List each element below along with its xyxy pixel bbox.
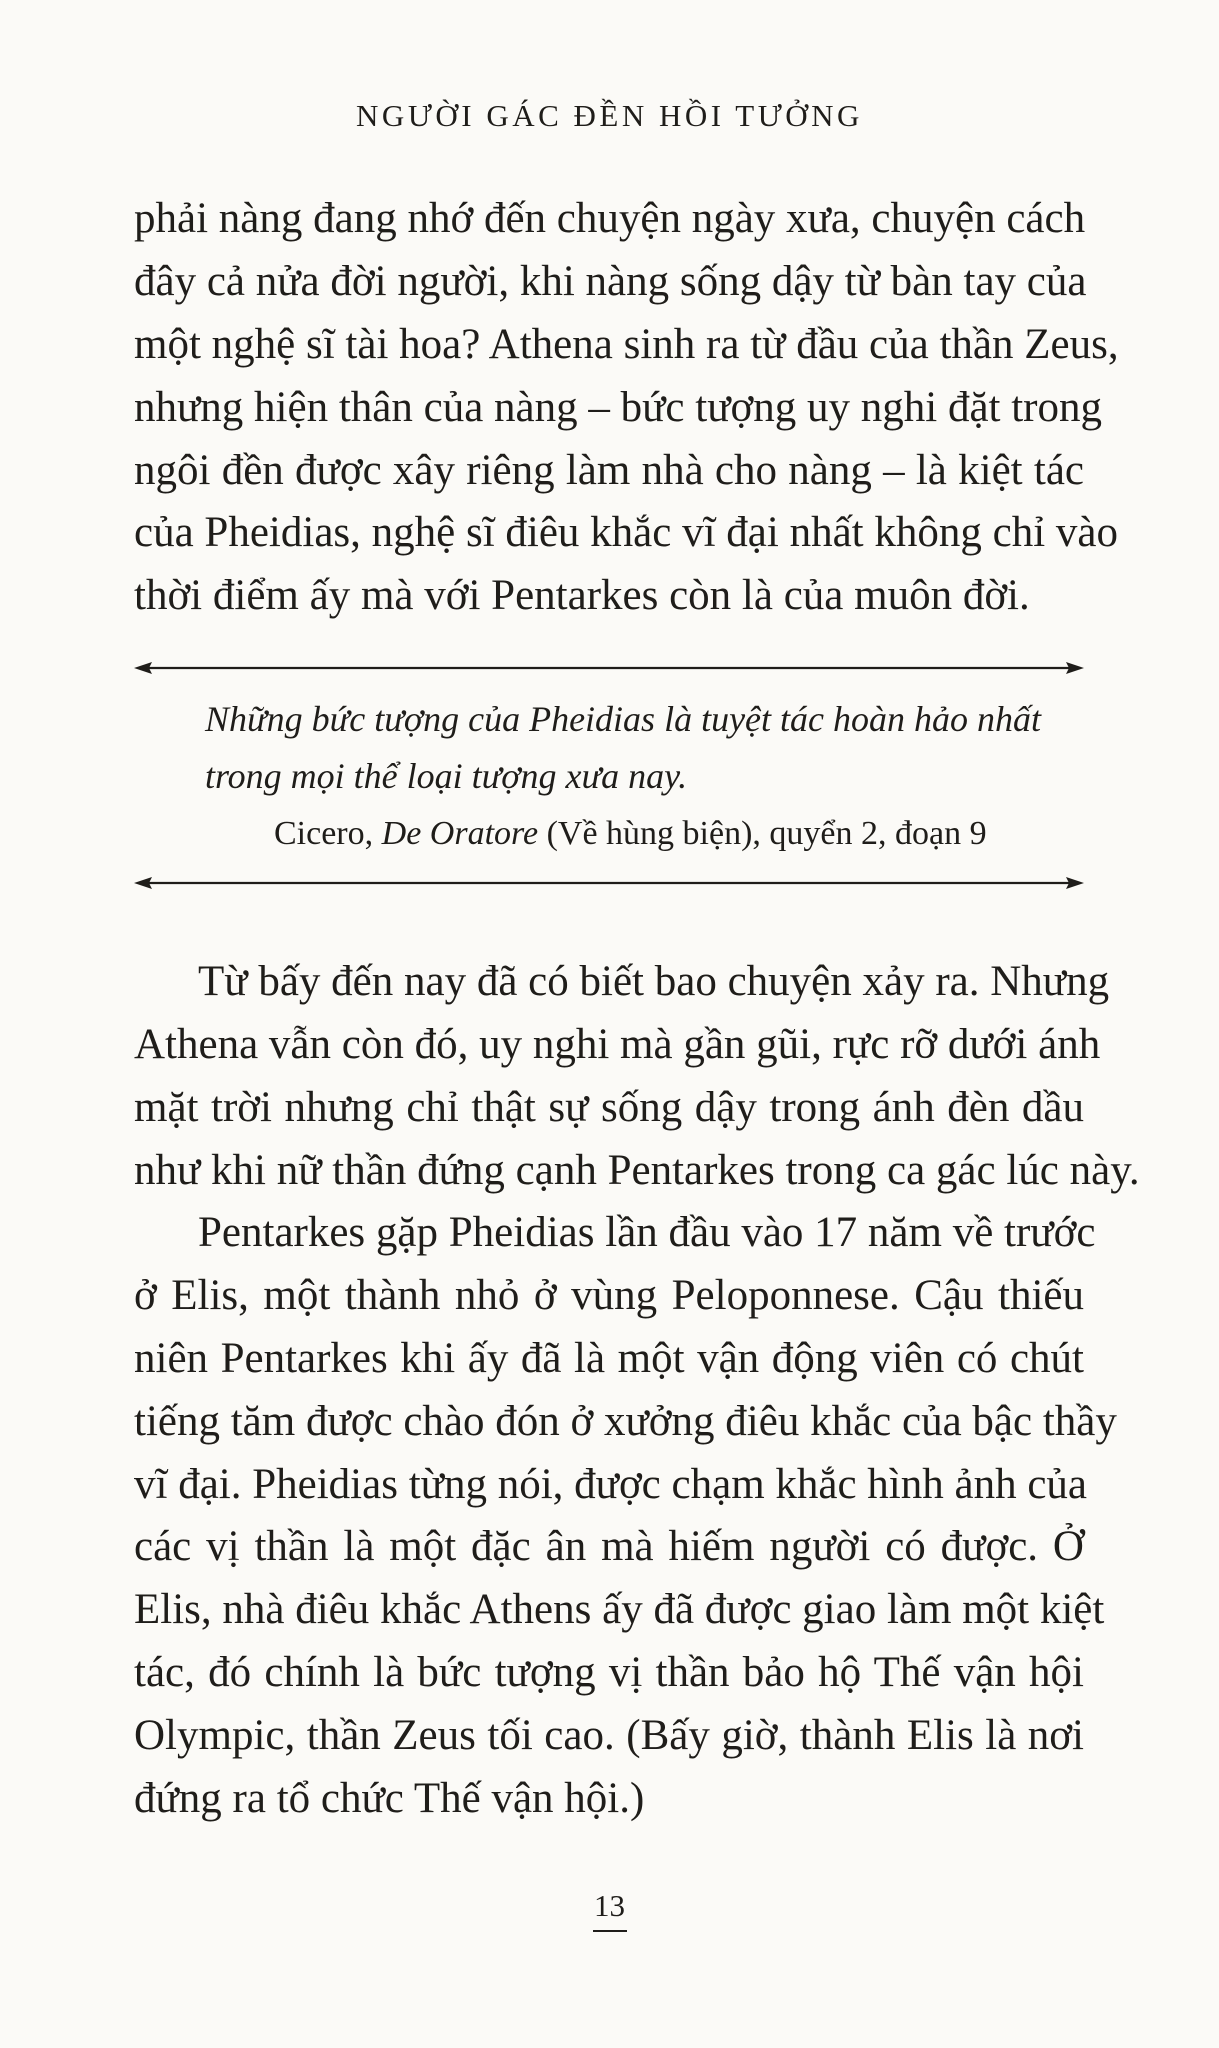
text-line: Athena vẫn còn đó, uy nghi mà gần gũi, rực rỡ dưới ánh bbox=[134, 1021, 1101, 1068]
text-line: các vị thần là một đặc ân mà hiếm người có được. Ở bbox=[134, 1523, 1084, 1570]
citation-work: De Oratore bbox=[381, 815, 539, 852]
epigraph-quote-line: trong mọi thể loại tượng xưa nay. bbox=[205, 756, 688, 796]
citation-author: Cicero, bbox=[274, 815, 382, 852]
text-line: Olympic, thần Zeus tối cao. (Bấy giờ, thành Elis là nơi bbox=[134, 1712, 1084, 1759]
text-line: Elis, nhà điêu khắc Athens ấy đã được giao làm một kiệt bbox=[134, 1586, 1105, 1633]
text-line: của Pheidias, nghệ sĩ điêu khắc vĩ đại nhất không chỉ vào bbox=[134, 509, 1118, 556]
text-line: nhưng hiện thân của nàng – bức tượng uy nghi đặt trong bbox=[134, 384, 1103, 431]
text-line: đây cả nửa đời người, khi nàng sống dậy từ bàn tay của bbox=[134, 258, 1087, 305]
text-line: phải nàng đang nhớ đến chuyện ngày xưa, chuyện cách bbox=[134, 195, 1086, 242]
text-line: một nghệ sĩ tài hoa? Athena sinh ra từ đầu của thần Zeus, bbox=[134, 321, 1119, 368]
text-line: niên Pentarkes khi ấy đã là một vận động viên có chút bbox=[134, 1335, 1084, 1382]
text-line: vĩ đại. Pheidias từng nói, được chạm khắc hình ảnh của bbox=[134, 1461, 1088, 1508]
text-line: ở Elis, một thành nhỏ ở vùng Peloponnese. Cậu thiếu bbox=[134, 1272, 1084, 1319]
page-number: 13 bbox=[594, 1888, 625, 1923]
text-line: như khi nữ thần đứng cạnh Pentarkes trong ca gác lúc này. bbox=[134, 1147, 1140, 1194]
text-line: tác, đó chính là bức tượng vị thần bảo hộ Thế vận hội bbox=[134, 1649, 1084, 1696]
text-line: đứng ra tổ chức Thế vận hội.) bbox=[134, 1775, 645, 1822]
running-header: NGƯỜI GÁC ĐỀN HỒI TƯỞNG bbox=[356, 98, 863, 133]
epigraph-top-rule bbox=[134, 660, 1084, 676]
epigraph-bottom-rule bbox=[134, 875, 1084, 891]
text-line: mặt trời nhưng chỉ thật sự sống dậy trong ánh đèn dầu bbox=[134, 1084, 1084, 1131]
text-line: ngôi đền được xây riêng làm nhà cho nàng – là kiệt tác bbox=[134, 447, 1084, 494]
epigraph-citation bbox=[274, 812, 987, 856]
page-number-underline bbox=[593, 1930, 627, 1932]
text-line: Từ bấy đến nay đã có biết bao chuyện xảy ra. Nhưng bbox=[198, 958, 1110, 1005]
text-line: tiếng tăm được chào đón ở xưởng điêu khắc của bậc thầy bbox=[134, 1398, 1117, 1445]
epigraph-quote-line: Những bức tượng của Pheidias là tuyệt tác hoàn hảo nhất bbox=[205, 699, 1042, 739]
text-line: Pentarkes gặp Pheidias lần đầu vào 17 năm về trước bbox=[198, 1209, 1096, 1256]
text-line: thời điểm ấy mà với Pentarkes còn là của muôn đời. bbox=[134, 572, 1030, 619]
citation-details: (Về hùng biện), quyển 2, đoạn 9 bbox=[538, 815, 987, 852]
